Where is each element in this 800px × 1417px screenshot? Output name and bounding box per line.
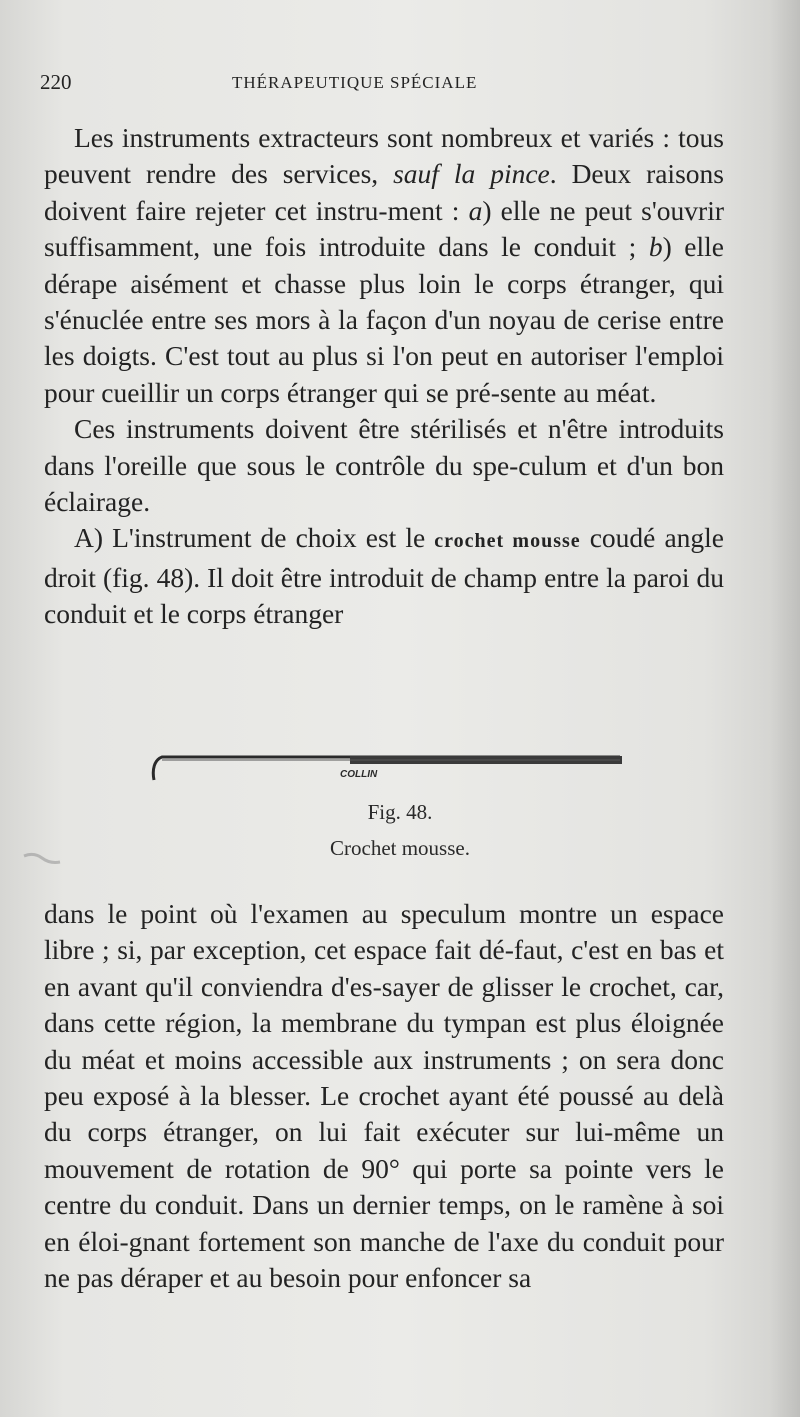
running-head <box>40 70 730 104</box>
engraving-mark: COLLIN <box>340 769 378 780</box>
figure-48-hook-illustration <box>150 750 630 790</box>
page-edge-shadow <box>770 0 800 1417</box>
hook-drawing <box>150 750 630 790</box>
paragraph-3-bold: crochet mousse <box>434 530 581 553</box>
paragraph-1-part-1: Les instruments extracteurs sont nombreux et variés : tous peuvent rendre des services, <box>44 122 724 190</box>
text-block-top <box>44 120 724 633</box>
running-head-title: THÉRAPEUTIQUE SPÉCIALE <box>232 73 478 92</box>
figure-number: Fig. 48. <box>367 800 433 824</box>
paragraph-1 <box>44 120 724 411</box>
figure-caption: Crochet mousse. <box>330 836 470 860</box>
text-block-bottom <box>44 896 724 1296</box>
paragraph-1-part-4: ) elle dérape aisément et chasse plus loin le corps étranger, qui s'énuclée entre ses mors à la façon d'un noyau de cerise entre les doigts. C'est tout au plus si l'on peut en autoriser l'emploi pour cueillir un corps étranger qui se pré-sente au méat. <box>44 231 724 408</box>
paragraph-3-before: A) L'instrument de choix est le <box>74 522 435 554</box>
ink-smudge <box>22 848 62 868</box>
paragraph-1-part-3: ) elle ne peut s'ouvrir suffisamment, une fois introduite dans le conduit ; <box>44 194 725 263</box>
paragraph-3 <box>44 520 724 632</box>
paragraph-2: Ces instruments doivent être stérilisés et n'être introduits dans l'oreille que sous le contrôle du spe-culum et d'un bon éclairage. <box>44 413 724 518</box>
paragraph-1-part-2: . Deux raisons doivent faire rejeter cet instru-ment : <box>44 158 724 226</box>
paragraph-3-after: coudé angle droit (fig. 48). Il doit être introduit de champ entre la paroi du conduit et le corps étranger <box>44 522 725 630</box>
paragraph-1-italic-3: b <box>648 231 663 263</box>
paragraph-1-italic-2: a <box>468 194 483 226</box>
page-number: 220 <box>40 70 72 94</box>
paragraph-4: dans le point où l'examen au speculum montre un espace libre ; si, par exception, cet espace fait dé-faut, c'est en bas et en avant qu'il conviendra d'es-sayer de glisser le crochet, car, dans cette région, la membrane du tympan est plus éloignée du méat et moins accessible aux instruments ; on sera donc peu exposé à la blesser. Le crochet ayant été poussé au delà du corps étranger, on lui fait exécuter sur lui-même un mouvement de rotation de 90° qui porte sa pointe vers le centre du conduit. Dans un dernier temps, on le ramène à soi en éloi-gnant fortement son manche de l'axe du conduit pour ne pas déraper et au besoin pour enfoncer sa <box>44 898 724 1294</box>
paragraph-1-italic-1: sauf la pince <box>393 158 550 190</box>
